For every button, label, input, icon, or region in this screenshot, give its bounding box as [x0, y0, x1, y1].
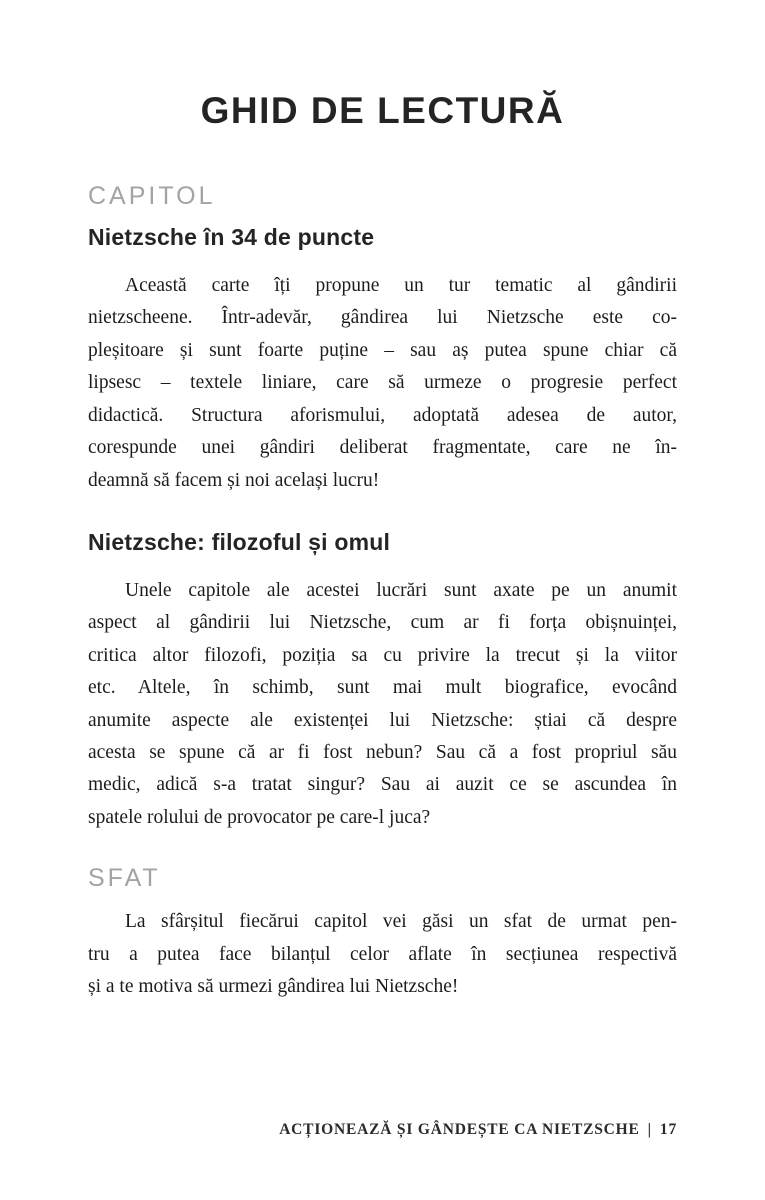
- paragraph-filozoful-si-omul: [88, 575, 677, 834]
- section-heading-nietzsche-34-puncte: Nietzsche în 34 de puncte: [88, 224, 375, 250]
- paragraph-line: didactică. Structura aforismului, adoptată adesea de autor,: [88, 404, 677, 426]
- paragraph-line: anumite aspecte ale existenței lui Nietzsche: știai că despre: [88, 709, 677, 731]
- footer-book-title: ACȚIONEAZĂ ȘI GÂNDEȘTE CA NIETZSCHE: [279, 1121, 640, 1138]
- section-label-sfat: SFAT: [88, 864, 161, 893]
- page-footer: [279, 1121, 677, 1139]
- paragraph-line: deamnă să facem și noi același lucru!: [88, 469, 380, 491]
- page-title: GHID DE LECTURĂ: [200, 90, 565, 131]
- paragraph-line: tru a putea face bilanțul celor aflate în secțiunea respectivă: [88, 943, 677, 965]
- paragraph-line: lipsesc – textele liniare, care să urmeze o progresie perfect: [88, 372, 677, 394]
- paragraph-line: nietzscheene. Într-adevăr, gândirea lui Nietzsche este co-: [88, 307, 677, 329]
- paragraph-line: pleșitoare și sunt foarte puține – sau aș putea spune chiar că: [88, 339, 677, 361]
- section-sfat: [88, 864, 677, 1003]
- paragraph-line: spatele rolului de provocator pe care-l juca?: [88, 806, 431, 828]
- paragraph-line: aspect al gândirii lui Nietzsche, cum ar fi forța obișnuinței,: [88, 612, 677, 634]
- paragraph-line: etc. Altele, în schimb, sunt mai mult biografice, evocând: [88, 677, 677, 699]
- paragraph-line: și a te motiva să urmezi gândirea lui Nietzsche!: [88, 976, 459, 998]
- section-filozoful-si-omul: [88, 529, 677, 834]
- paragraph-line: corespunde unei gândiri deliberat fragmentate, care ne în-: [88, 437, 677, 459]
- section-capitol: [88, 182, 677, 497]
- section-heading-filozoful-si-omul: Nietzsche: filozoful și omul: [88, 528, 391, 555]
- paragraph-line: acesta se spune că ar fi fost nebun? Sau că a fost propriul său: [88, 742, 677, 764]
- footer-separator: |: [647, 1121, 652, 1138]
- paragraph-sfat: [88, 906, 677, 1003]
- paragraph-line: critica altor filozofi, poziția sa cu privire la trecut și la viitor: [88, 644, 677, 666]
- paragraph-line: Unele capitole ale acestei lucrări sunt axate pe un anumit: [125, 580, 677, 601]
- paragraph-line: medic, adică s-a tratat singur? Sau ai auzit ce se ascundea în: [88, 774, 677, 796]
- paragraph-line: La sfârșitul fiecărui capitol vei găsi un sfat de urmat pen-: [125, 911, 677, 933]
- footer-page-number: 17: [659, 1121, 677, 1138]
- section-label-capitol: CAPITOL: [88, 182, 216, 210]
- paragraph-capitol: [88, 270, 677, 497]
- page-content: [0, 90, 765, 1003]
- paragraph-line: Această carte îți propune un tur tematic al gândirii: [125, 275, 677, 297]
